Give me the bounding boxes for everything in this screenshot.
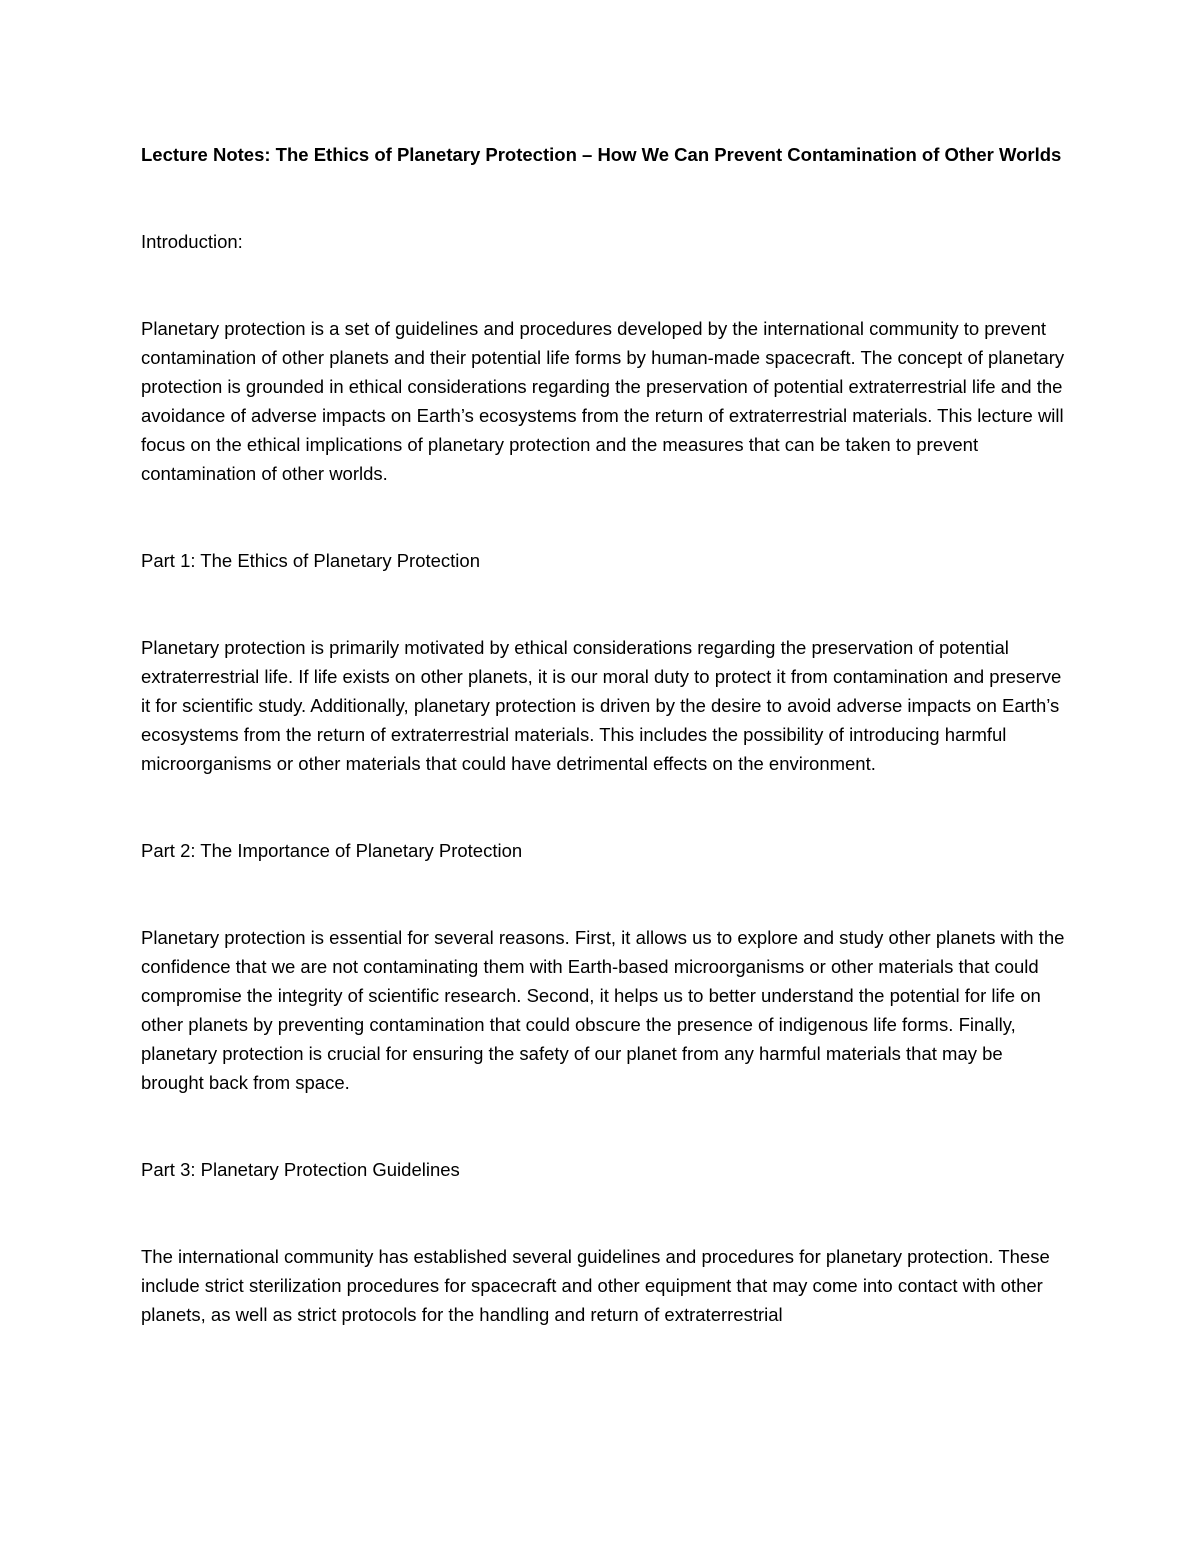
spacer [141,575,1066,633]
spacer [141,1184,1066,1242]
document-content [141,140,1066,1329]
section-heading-part-3: Part 3: Planetary Protection Guidelines [141,1159,460,1180]
section-heading-introduction: Introduction: [141,231,243,252]
spacer [141,865,1066,923]
section-body-part-3: The international community has established several guidelines and procedures for planetary protection. These include strict sterilization procedures for spacecraft and other equipment that may come into contact with other planets, as well as strict protocols for the handling and return of extraterrestrial [141,1246,1050,1325]
spacer [141,1097,1066,1155]
spacer [141,778,1066,836]
spacer [141,169,1066,227]
section-heading-part-1: Part 1: The Ethics of Planetary Protection [141,550,480,571]
spacer [141,256,1066,314]
section-body-part-2: Planetary protection is essential for several reasons. First, it allows us to explore and study other planets with the confidence that we are not contaminating them with Earth-based microorganisms or other materials that could compromise the integrity of scientific research. Second, it helps us to better understand the potential for life on other planets by preventing contamination that could obscure the presence of indigenous life forms. Finally, planetary protection is crucial for ensuring the safety of our planet from any harmful materials that may be brought back from space. [141,927,1065,1093]
document-title: Lecture Notes: The Ethics of Planetary Protection – How We Can Prevent Contamination of Other Worlds [141,144,1062,165]
spacer [141,488,1066,546]
section-body-introduction: Planetary protection is a set of guidelines and procedures developed by the international community to prevent contamination of other planets and their potential life forms by human-made spacecraft. The concept of planetary protection is grounded in ethical considerations regarding the preservation of potential extraterrestrial life and the avoidance of adverse impacts on Earth’s ecosystems from the return of extraterrestrial materials. This lecture will focus on the ethical implications of planetary protection and the measures that can be taken to prevent contamination of other worlds. [141,318,1065,484]
section-heading-part-2: Part 2: The Importance of Planetary Protection [141,840,523,861]
section-body-part-1: Planetary protection is primarily motivated by ethical considerations regarding the preservation of potential extraterrestrial life. If life exists on other planets, it is our moral duty to protect it from contamination and preserve it for scientific study. Additionally, planetary protection is driven by the desire to avoid adverse impacts on Earth’s ecosystems from the return of extraterrestrial materials. This includes the possibility of introducing harmful microorganisms or other materials that could have detrimental effects on the environment. [141,637,1062,774]
